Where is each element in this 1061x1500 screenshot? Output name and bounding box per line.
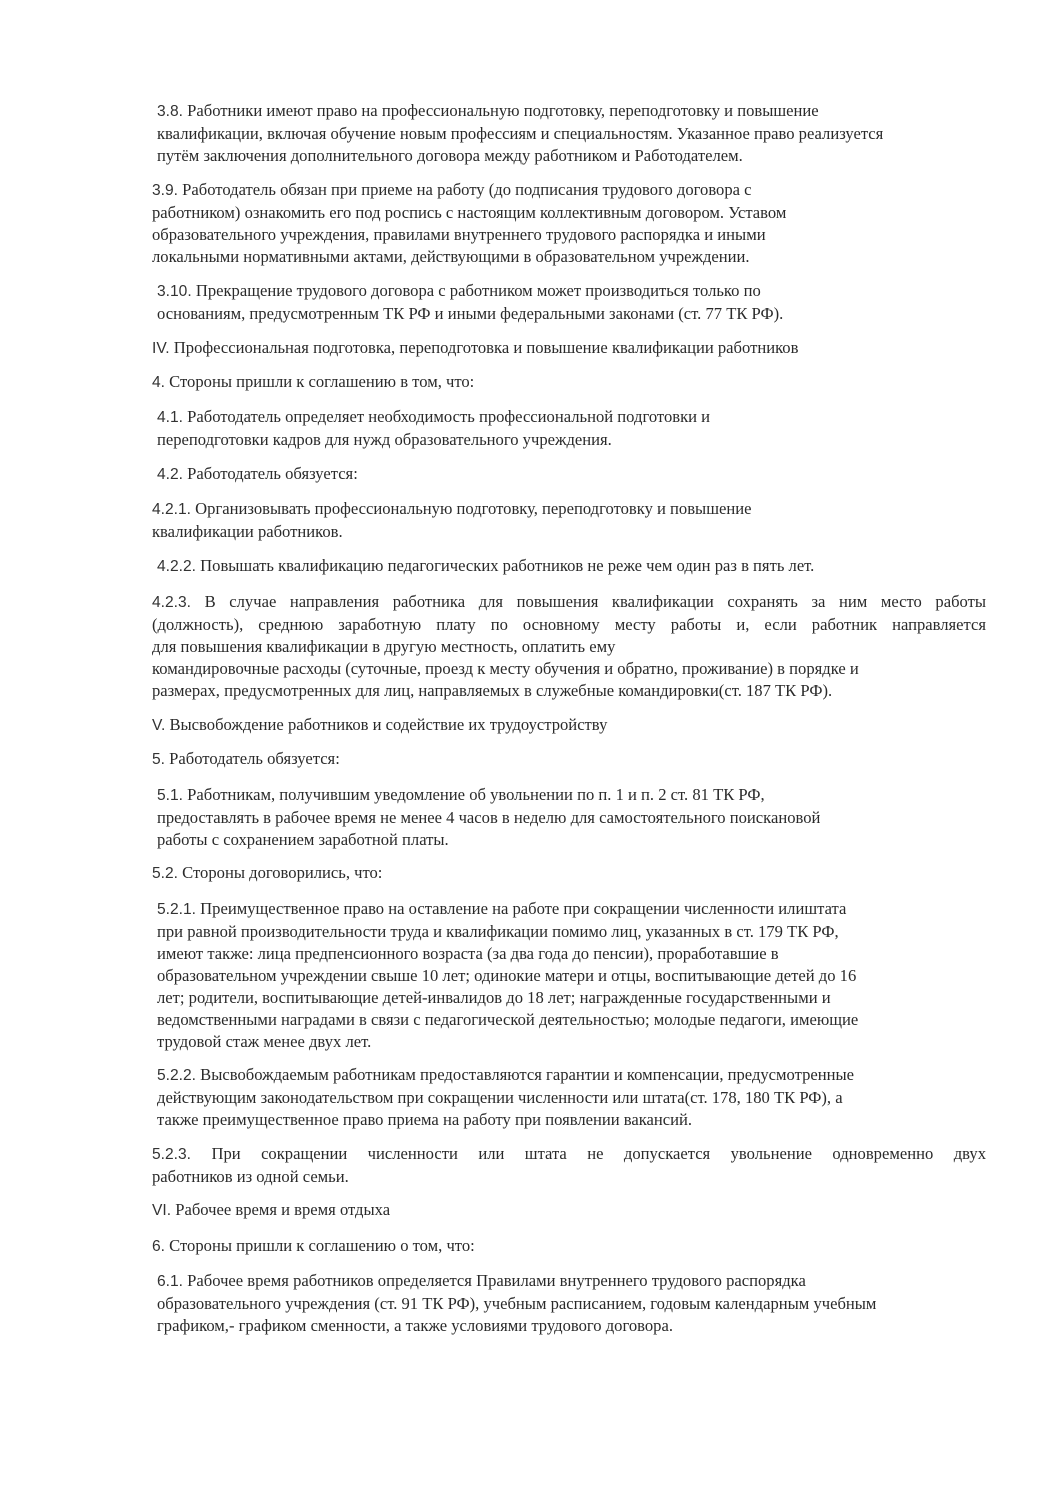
paragraph-line: образовательного учреждения, правилами внутреннего трудового распорядка и иными <box>152 225 766 244</box>
paragraph-line: Высвобождаемым работникам предоставляются гарантии и компенсации, предусмотренные <box>200 1065 855 1084</box>
paragraph-line: переподготовки кадров для нужд образовательного учреждения. <box>157 430 612 449</box>
paragraph-line: Повышать квалификацию педагогических работников не реже чем один раз в пять лет. <box>200 556 815 575</box>
paragraph-line: путём заключения дополнительного договора между работником и Работодателем. <box>157 146 743 165</box>
paragraph-line: действующим законодательством при сокращении численности или штата(ст. 178, 180 ТК РФ), а <box>157 1088 843 1107</box>
paragraph-3-8 <box>152 100 986 167</box>
paragraph-line: локальными нормативными актами, действующими в образовательном учреждении. <box>152 247 750 266</box>
paragraph-line: Преимущественное право на оставление на работе при сокращении численности илиштата <box>200 899 847 918</box>
paragraph-line: Работникам, получившим уведомление об увольнении по п. 1 и п. 2 ст. 81 ТК РФ, <box>187 785 765 804</box>
section-heading-vi <box>152 1199 986 1222</box>
section-number: VI. <box>152 1202 172 1219</box>
paragraph-3-9 <box>152 179 986 268</box>
paragraph-4-2-2 <box>152 555 986 578</box>
paragraph-number: 5.1. <box>157 787 184 804</box>
paragraph-line: работником) ознакомить его под роспись с настоящим коллективным договором. Уставом <box>152 203 787 222</box>
paragraph-line: размерах, предусмотренных для лиц, направляемых в служебные командировки(ст. 187 ТК РФ). <box>152 681 833 700</box>
paragraph-number: 5.2. <box>152 865 179 882</box>
section-title: Высвобождение работников и содействие их трудоустройству <box>169 715 608 734</box>
paragraph-number: 5.2.3. <box>152 1146 192 1163</box>
paragraph-number: 6. <box>152 1238 166 1255</box>
paragraph-5-2-3 <box>152 1143 986 1188</box>
paragraph-number: 4.2.3. <box>152 594 192 611</box>
paragraph-number: 3.8. <box>157 103 184 120</box>
paragraph-line: при равной производительности труда и квалификации помимо лиц, указанных в ст. 179 ТК РФ, <box>157 922 839 941</box>
paragraph-line: Работники имеют право на профессиональную подготовку, переподготовку и повышение <box>187 101 819 120</box>
paragraph-5-2 <box>152 862 986 885</box>
paragraph-line: Работодатель обязуется: <box>169 749 340 768</box>
paragraph-line: образовательном учреждении свыше 10 лет; одинокие матери и отцы, воспитывающие детей до 16 <box>157 966 857 985</box>
paragraph-line: для повышения квалификации в другую местность, оплатить ему <box>152 637 616 656</box>
paragraph-line: работы с сохранением заработной платы. <box>157 830 449 849</box>
paragraph-line: квалификации работников. <box>152 522 343 541</box>
paragraph-5-1 <box>152 784 986 851</box>
paragraph-line: Работодатель обязуется: <box>187 464 358 483</box>
paragraph-number: 4.2.2. <box>157 558 197 575</box>
paragraph-number: 3.10. <box>157 283 192 300</box>
paragraph-line: Стороны пришли к соглашению в том, что: <box>169 372 475 391</box>
section-number: IV. <box>152 340 170 357</box>
paragraph-line: Организовывать профессиональную подготовку, переподготовку и повышение <box>195 499 752 518</box>
paragraph-4-1 <box>152 406 986 451</box>
paragraph-line: Стороны договорились, что: <box>182 863 383 882</box>
paragraph-number: 6.1. <box>157 1273 184 1290</box>
section-title: Профессиональная подготовка, переподготовка и повышение квалификации работников <box>173 338 799 357</box>
paragraph-number: 3.9. <box>152 182 179 199</box>
paragraph-6 <box>152 1235 986 1258</box>
paragraph-line: предоставлять в рабочее время не менее 4 часов в неделю для самостоятельного поискановой <box>157 808 821 827</box>
paragraph-line: В случае направления работника для повышения квалификации сохранять за ним место работы <box>204 592 986 611</box>
paragraph-5 <box>152 748 986 771</box>
paragraph-number: 4.1. <box>157 409 184 426</box>
paragraph-line: основаниям, предусмотренным ТК РФ и иными федеральными законами (ст. 77 ТК РФ). <box>157 304 784 323</box>
paragraph-line: Прекращение трудового договора с работником может производиться только по <box>195 281 761 300</box>
paragraph-4-2-1 <box>152 498 986 543</box>
paragraph-line: работников из одной семьи. <box>152 1167 349 1186</box>
section-heading-v <box>152 714 986 737</box>
paragraph-5-2-2 <box>152 1064 986 1131</box>
paragraph-line: квалификации, включая обучение новым профессиям и специальностям. Указанное право реализуется <box>157 124 884 143</box>
paragraph-6-1 <box>152 1270 986 1337</box>
paragraph-line: имеют также: лица предпенсионного возраста (за два года до пенсии), проработавшие в <box>157 944 779 963</box>
paragraph-number: 4. <box>152 374 166 391</box>
section-title: Рабочее время и время отдыха <box>175 1200 391 1219</box>
paragraph-line: также преимущественное право приема на работу при появлении вакансий. <box>157 1110 693 1129</box>
paragraph-line: Рабочее время работников определяется Правилами внутреннего трудового распорядка <box>187 1271 806 1290</box>
paragraph-line: Стороны пришли к соглашению о том, что: <box>169 1236 475 1255</box>
paragraph-line: командировочные расходы (суточные, проезд к месту обучения и обратно, проживание) в порядке и <box>152 659 859 678</box>
section-heading-iv <box>152 337 986 360</box>
paragraph-4 <box>152 371 986 394</box>
paragraph-line: трудовой стаж менее двух лет. <box>157 1032 372 1051</box>
paragraph-line: Работодатель обязан при приеме на работу (до подписания трудового договора с <box>182 180 752 199</box>
paragraph-3-10 <box>152 280 986 325</box>
paragraph-4-2 <box>152 463 986 486</box>
paragraph-line: образовательного учреждения (ст. 91 ТК РФ), учебным расписанием, годовым календарным учебным <box>157 1294 877 1313</box>
paragraph-number: 4.2.1. <box>152 501 192 518</box>
paragraph-line: При сокращении численности или штата не допускается увольнение одновременно двух <box>211 1144 986 1163</box>
paragraph-number: 5.2.1. <box>157 901 197 918</box>
paragraph-line: ведомственными наградами в связи с педагогической деятельностью; молодые педагоги, имеющие <box>157 1010 859 1029</box>
paragraph-5-2-1 <box>152 898 986 1053</box>
paragraph-line: графиком,- графиком сменности, а также условиями трудового договора. <box>157 1316 673 1335</box>
paragraph-4-2-3 <box>152 591 986 702</box>
section-number: V. <box>152 717 166 734</box>
paragraph-line: Работодатель определяет необходимость профессиональной подготовки и <box>187 407 711 426</box>
paragraph-line: лет; родители, воспитывающие детей-инвалидов до 18 лет; награжденные государственными и <box>157 988 831 1007</box>
paragraph-number: 5. <box>152 751 166 768</box>
paragraph-line: (должность), среднюю заработную плату по основному месту работы и, если работник направляется <box>152 615 986 634</box>
paragraph-number: 4.2. <box>157 466 184 483</box>
paragraph-number: 5.2.2. <box>157 1067 197 1084</box>
